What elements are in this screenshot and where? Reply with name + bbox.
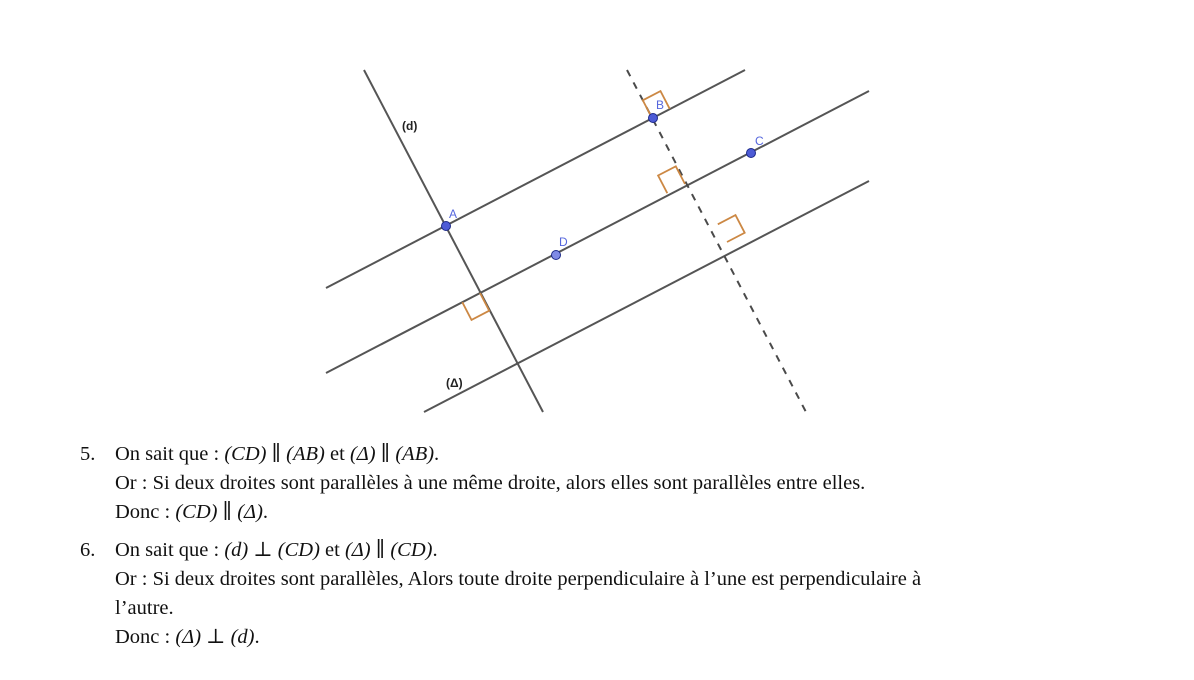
premise-line: On sait que : (d) ⊥ (CD) et (Δ) ∥ (CD).: [115, 539, 438, 561]
item-number: 5.: [80, 443, 96, 465]
label-point-d: D: [559, 235, 568, 249]
line-delta: [424, 181, 869, 412]
right-angle-marker-delta-dashed: [718, 215, 745, 242]
point-b: [649, 114, 658, 123]
premise-line: On sait que : (CD) ∥ (AB) et (Δ) ∥ (AB).: [115, 443, 440, 465]
property-line: Or : Si deux droites sont parallèles à une même droite, alors elles sont parallèles entre elles.: [115, 472, 866, 494]
label-delta-line: (Δ): [446, 376, 463, 390]
label-point-c: C: [755, 134, 764, 148]
proof-item-5: [80, 440, 1160, 527]
point-c: [747, 149, 756, 158]
label-point-a: A: [449, 207, 458, 221]
proof-item-6: [80, 536, 1160, 652]
property-line: Or : Si deux droites sont parallèles, Alors toute droite perpendiculaire à l’une est perpendiculaire à: [115, 568, 922, 590]
right-angle-marker-d-cd: [462, 293, 489, 320]
label-point-b: B: [656, 98, 665, 112]
item-number: 6.: [80, 539, 96, 561]
conclusion-line: Donc : (CD) ∥ (Δ).: [115, 501, 269, 523]
line-d: [364, 70, 543, 412]
line-cd: [326, 91, 869, 373]
point-a: [442, 222, 451, 231]
label-d-line: (d): [402, 119, 418, 133]
proof-list: [80, 440, 1160, 661]
conclusion-line: Donc : (Δ) ⊥ (d).: [115, 626, 260, 648]
point-d: [552, 251, 561, 260]
property-line-continued: l’autre.: [115, 597, 174, 619]
